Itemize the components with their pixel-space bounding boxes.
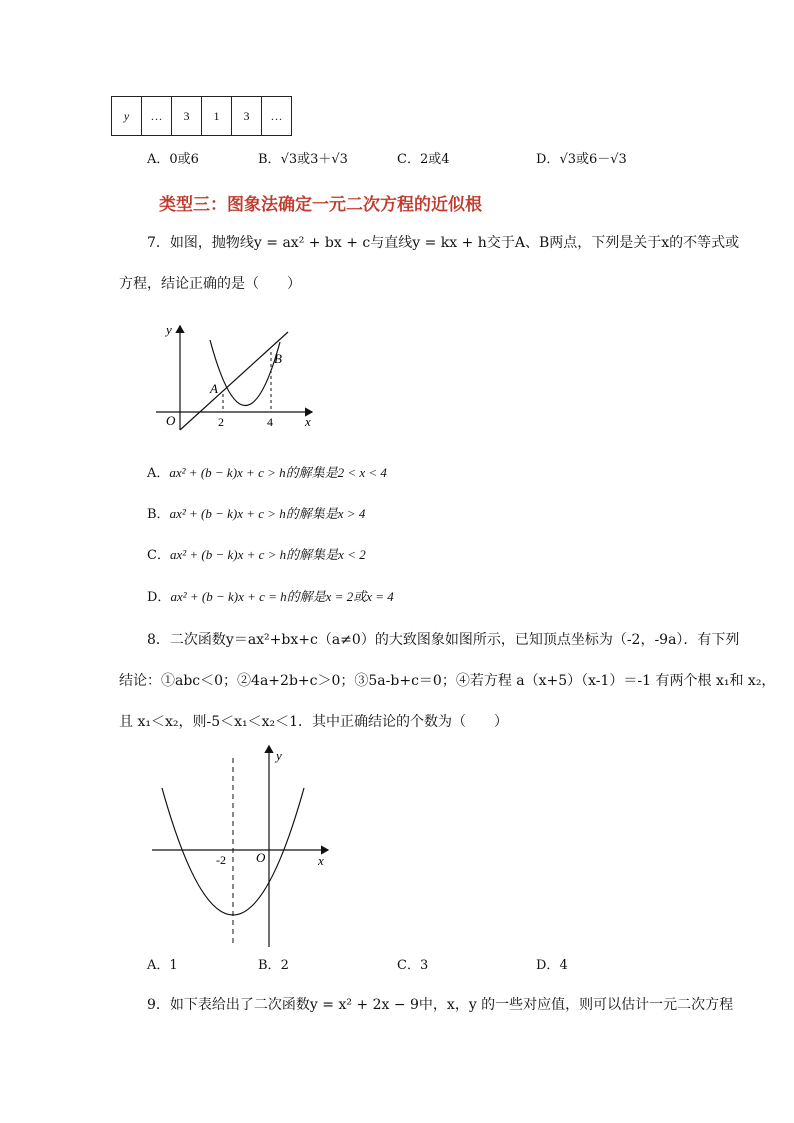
option-letter: A． [147,152,170,167]
option-letter: C． [147,548,170,563]
option-letter: D． [147,590,171,605]
q8-option-d [536,957,568,975]
q8-option-a [147,957,178,975]
option-letter: C． [397,958,420,973]
table-row-label: y [112,97,142,136]
option-text: ax² + (b − k)x + c = h的解是x = 2或x = 4 [170,589,394,604]
q8-stem-line2: 结论：①abc＜0；②4a+2b+c＞0；③5a-b+c＝0；④若方程 a（x+5）（x-1）＝-1 有两个根 x₁和 x₂， [119,673,776,689]
option-text: ax² + (b − k)x + c > h的解集是x > 4 [169,506,366,521]
table-cell: … [142,97,172,136]
option-text: 3 [419,958,429,973]
q7-stem-line2: 方程，结论正确的是（ ） [119,276,301,292]
q6-option-b [258,151,348,169]
option-letter: B． [147,507,170,522]
q6-option-d [536,151,627,169]
origin-label: O [166,413,176,428]
y-axis-label: y [276,748,282,763]
q8-stem-line1: 8．二次函数y＝ax²+bx+c（a≠0）的大致图象如图所示，已知顶点坐标为（-2，-9a）．有下列 [147,632,740,648]
option-text: 4 [559,958,568,973]
q7-option-b [147,505,365,524]
section-title: 类型三：图象法确定一元二次方程的近似根 [159,195,482,215]
q6-option-a [147,151,199,169]
option-letter: D． [536,152,560,167]
option-text: 2或4 [419,152,450,167]
tick-label-neg2: -2 [216,853,226,867]
x-axis-label: x [318,853,324,868]
option-letter: B． [258,958,281,973]
option-text: 1 [169,958,178,973]
q9-stem-line1: 9．如下表给出了二次函数y = x² + 2x − 9中，x，y 的一些对应值，则可以估计一元二次方程 [147,997,734,1013]
q7-option-a [147,464,387,483]
value-table [111,96,292,136]
option-letter: A． [147,958,170,973]
q8-option-c [397,957,428,975]
q8-stem-line3: 且 x₁＜x₂，则-5＜x₁＜x₂＜1．其中正确结论的个数为（ ） [119,714,509,730]
option-letter: D． [536,958,560,973]
option-text: √3或3＋√3 [280,152,348,167]
option-text: 2 [280,958,289,973]
tick-label-4: 4 [267,415,273,429]
point-b-label: B [274,351,282,366]
option-text: ax² + (b − k)x + c > h的解集是2 < x < 4 [169,465,387,480]
table-cell: … [262,97,292,136]
q7-graph [150,320,320,435]
q7-option-c [147,546,366,565]
tick-label-2: 2 [218,415,224,429]
option-letter: B． [258,152,281,167]
option-text: 0或6 [169,152,199,167]
option-text: √3或6－√3 [559,152,627,167]
table-cell: 1 [202,97,232,136]
x-axis-label: x [305,414,311,429]
point-a-label: A [210,381,218,396]
table-cell: 3 [232,97,262,136]
parabola [210,340,280,406]
option-text: ax² + (b − k)x + c > h的解集是x < 2 [169,547,366,562]
option-letter: A． [147,466,170,481]
q7-option-d [147,588,394,607]
y-axis-label: y [166,322,172,337]
origin-label: O [256,850,266,865]
q6-option-c [397,151,450,169]
table-cell: 3 [172,97,202,136]
q8-option-b [258,957,289,975]
table-row [112,97,292,136]
q7-stem-line1: 7．如图，抛物线y = ax² + bx + c与直线y = kx + h交于A、B两点，下列是关于x的不等式或 [147,235,740,251]
q8-graph [148,742,343,950]
option-letter: C． [397,152,420,167]
